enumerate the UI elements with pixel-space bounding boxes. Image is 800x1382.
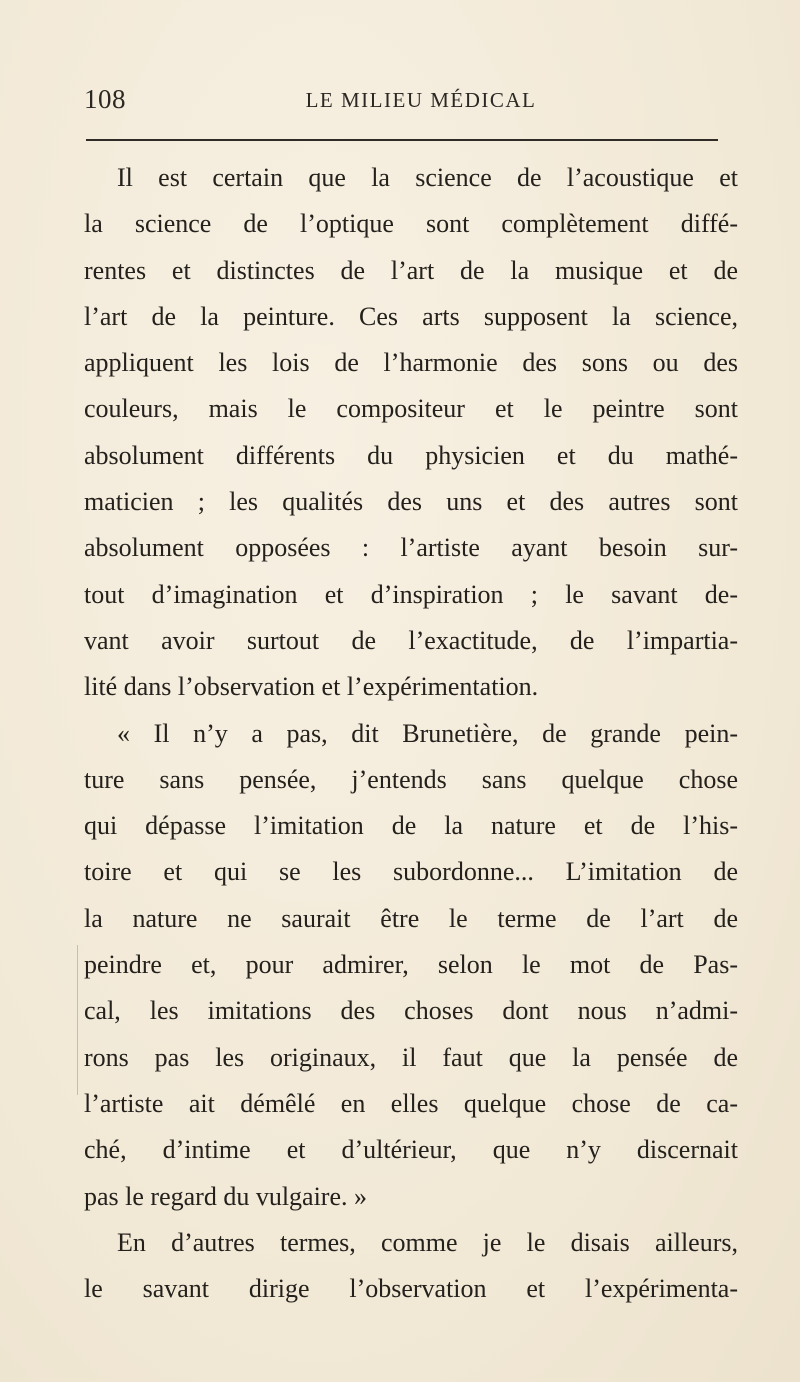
- text-line: tout d’imagination et d’inspiration ; le savant de-: [84, 579, 738, 609]
- text-line: cal, les imitations des choses dont nous n’admi-: [84, 996, 738, 1026]
- text-line: appliquent les lois de l’harmonie des sons ou des: [84, 348, 738, 378]
- text-line: le savant dirige l’observation et l’expérimenta-: [84, 1274, 738, 1304]
- text-line: vant avoir surtout de l’exactitude, de l’impartia-: [84, 625, 738, 655]
- running-head: [84, 84, 718, 124]
- text-line: ture sans pensée, j’entends sans quelque chose: [84, 764, 738, 794]
- header-rule: [86, 139, 718, 141]
- text-line: la nature ne saurait être le terme de l’art de: [84, 903, 738, 933]
- text-line: l’art de la peinture. Ces arts supposent la science,: [84, 301, 738, 331]
- text-line: rentes et distinctes de l’art de la musique et de: [84, 255, 738, 285]
- text-line: peindre et, pour admirer, selon le mot de Pas-: [84, 950, 738, 980]
- text-line: Il est certain que la science de l’acoustique et: [117, 163, 738, 192]
- text-line: la science de l’optique sont complètement diffé-: [84, 209, 738, 239]
- text-line: ché, d’intime et d’ultérieur, que n’y discernait: [84, 1135, 738, 1165]
- text-line: toire et qui se les subordonne... L’imitation de: [84, 857, 738, 887]
- text-line: qui dépasse l’imitation de la nature et de l’his-: [84, 811, 738, 841]
- text-line: maticien ; les qualités des uns et des autres sont: [84, 487, 738, 517]
- text-line: absolument différents du physicien et du mathé-: [84, 440, 738, 470]
- body-text: [84, 155, 738, 1312]
- text-line: rons pas les originaux, il faut que la pensée de: [84, 1042, 738, 1072]
- text-line: l’artiste ait démêlé en elles quelque chose de ca-: [84, 1088, 738, 1118]
- margin-mark: [77, 945, 78, 1095]
- text-line: En d’autres termes, comme je le disais ailleurs,: [117, 1227, 738, 1257]
- text-line: couleurs, mais le compositeur et le peintre sont: [84, 394, 738, 424]
- text-line: « Il n’y a pas, dit Brunetière, de grande pein-: [117, 718, 738, 748]
- page-number: 108: [84, 84, 126, 114]
- running-title: LE MILIEU MÉDICAL: [305, 88, 537, 112]
- text-line: absolument opposées : l’artiste ayant besoin sur-: [84, 533, 738, 563]
- text-line: pas le regard du vulgaire. »: [84, 1181, 368, 1211]
- text-line: lité dans l’observation et l’expérimentation.: [84, 672, 539, 702]
